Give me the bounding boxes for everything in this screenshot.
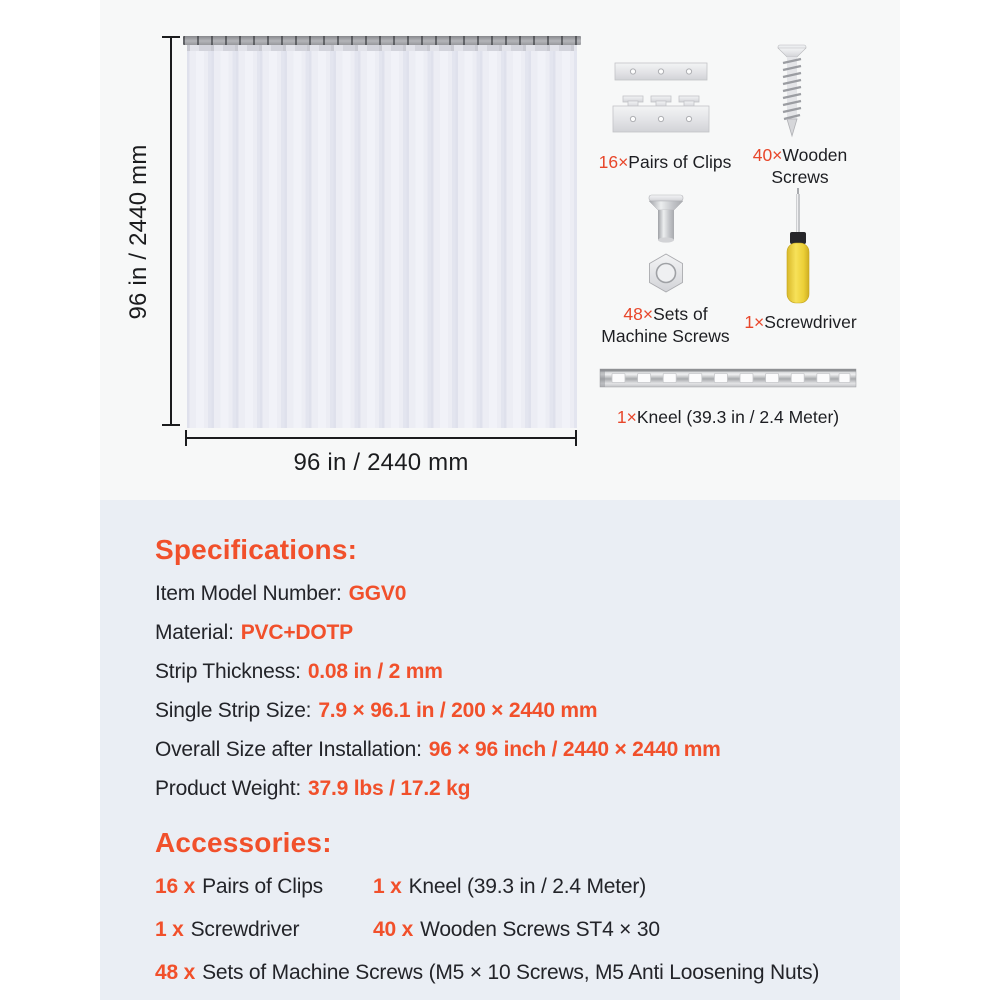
accessory-qty: 48 x: [155, 961, 196, 984]
width-dimension-label: 96 in / 2440 mm: [293, 449, 469, 476]
wooden-screws-kit-label: [742, 144, 858, 188]
specifications-panel: [100, 500, 900, 1000]
spec-label: Overall Size after Installation:: [155, 738, 422, 761]
height-dimension-label: 96 in / 2440 mm: [125, 144, 152, 320]
screwdriver-icon: [782, 186, 814, 306]
height-dimension-line: [170, 37, 172, 426]
screwdriver-kit-qty: 1×: [744, 312, 765, 332]
wooden-screws-kit-qty: 40×: [752, 145, 783, 165]
spec-label: Product Weight:: [155, 777, 302, 800]
clips-kit-text: Pairs of Clips: [628, 152, 732, 172]
height-dimension-cap-top: [162, 36, 180, 38]
spec-row-strip-size: [155, 699, 860, 723]
kneel-kit-qty: 1×: [616, 407, 637, 427]
clips-kit-qty: 16×: [598, 152, 629, 172]
spec-label: Strip Thickness:: [155, 660, 301, 683]
screwdriver-kit-label: [728, 311, 873, 333]
accessory-label: Wooden Screws ST4 × 30: [420, 918, 660, 941]
accessory-item-screwdriver: [155, 918, 373, 942]
accessory-label: Screwdriver: [190, 918, 300, 941]
accessories-heading: Accessories:: [155, 827, 332, 858]
spec-value: 96 × 96 inch / 2440 × 2440 mm: [428, 738, 721, 761]
pairs-of-clips-icon: [608, 56, 714, 138]
strip-curtain-image: [187, 51, 577, 428]
wooden-screws-kit-text: Wooden Screws: [771, 145, 848, 187]
spec-value: PVC+DOTP: [240, 621, 353, 644]
accessory-item-wooden-screws: [373, 918, 660, 942]
spec-label: Single Strip Size:: [155, 699, 312, 722]
specifications-heading: Specifications:: [155, 534, 358, 565]
spec-value: 0.08 in / 2 mm: [307, 660, 443, 683]
spec-label: Material:: [155, 621, 234, 644]
accessory-label: Pairs of Clips: [202, 875, 323, 898]
accessory-item-machine-screws: [155, 961, 819, 985]
spec-value: GGV0: [348, 582, 407, 605]
curtain-rail: [183, 36, 581, 45]
spec-value: 37.9 lbs / 17.2 kg: [308, 777, 471, 800]
accessory-item-kneel: [373, 875, 646, 899]
width-dimension-cap-left: [185, 430, 187, 446]
accessories-row: [155, 875, 860, 899]
spec-row-thickness: [155, 660, 860, 684]
screwdriver-kit-text: Screwdriver: [764, 312, 857, 332]
spec-row-overall-size: [155, 738, 860, 762]
kneel-kit-text: Kneel (39.3 in / 2.4 Meter): [636, 407, 840, 427]
kneel-kit-label: [588, 406, 868, 428]
wooden-screw-icon: [770, 40, 814, 142]
spec-row-material: [155, 621, 860, 645]
machine-screws-kit-text: Sets of Machine Screws: [601, 304, 730, 346]
machine-screws-icon: [638, 192, 694, 296]
spec-value: 7.9 × 96.1 in / 200 × 2440 mm: [318, 699, 598, 722]
accessory-item-clips: [155, 875, 373, 899]
accessory-qty: 1 x: [373, 875, 402, 898]
spec-row-model: [155, 582, 860, 606]
height-dimension-cap-bottom: [162, 424, 180, 426]
spec-label: Item Model Number:: [155, 582, 342, 605]
spec-row-weight: [155, 777, 860, 801]
accessory-qty: 1 x: [155, 918, 184, 941]
accessory-label: Sets of Machine Screws (M5 × 10 Screws, M5 Anti Loosening Nuts): [202, 961, 820, 984]
machine-screws-kit-qty: 48×: [623, 304, 654, 324]
accessory-qty: 16 x: [155, 875, 196, 898]
width-dimension-cap-right: [575, 430, 577, 446]
accessory-label: Kneel (39.3 in / 2.4 Meter): [408, 875, 646, 898]
accessory-qty: 40 x: [373, 918, 414, 941]
width-dimension-line: [185, 437, 577, 439]
machine-screws-kit-label: [588, 303, 743, 347]
accessories-row: [155, 918, 860, 942]
accessories-row: [155, 961, 860, 985]
clips-kit-label: [585, 151, 745, 173]
kneel-rail-icon: [598, 364, 858, 392]
